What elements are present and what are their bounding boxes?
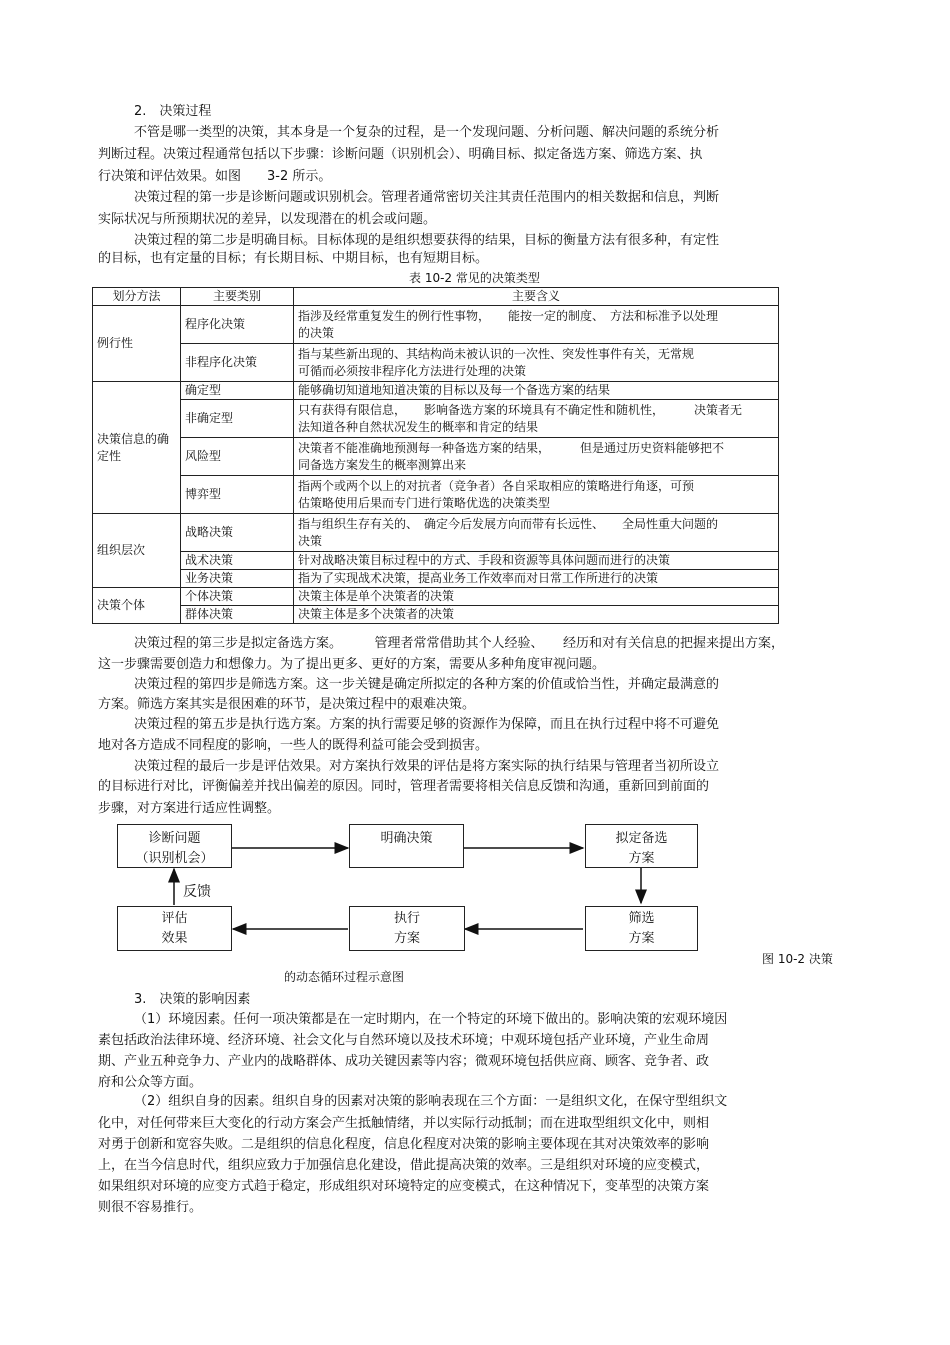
paragraph-line: 实际状况与所预期状况的差异，以发现潜在的机会或问题。: [98, 212, 437, 227]
meaning-cell: 指涉及经常重复发生的例行性事物， 能按一定的制度、 方法和标准予以处理 的决策: [294, 306, 779, 344]
paragraph-line: （2）组织自身的因素。组织自身的因素对决策的影响表现在三个方面：一是组织文化，在保守型组织文: [134, 1094, 728, 1109]
paragraph-line: 则很不容易推行。: [98, 1200, 203, 1215]
paragraph-line: 决策过程的第三步是拟定备选方案。 管理者常常借助其个人经验、 经历和对有关信息的把握来提出方案，: [134, 636, 785, 651]
type-cell: 群体决策: [181, 606, 294, 624]
method-cell: 组织层次: [93, 514, 181, 588]
paragraph-line: 的目标进行对比，评衡偏差并找出偏差的原因。同时，管理者需要将相关信息反馈和沟通，重新回到前面的: [98, 779, 710, 794]
flow-box-screen: 筛选 方案: [585, 906, 698, 951]
paragraph-line: 方案。筛选方案其实是很困难的环节，是决策过程中的艰难决策。: [98, 697, 476, 712]
type-cell: 业务决策: [181, 570, 294, 588]
meaning-cell: 指为了实现战术决策，提高业务工作效率而对日常工作所进行的决策: [294, 570, 779, 588]
type-cell: 个体决策: [181, 588, 294, 606]
flow-box-execute: 执行 方案: [349, 906, 465, 951]
meaning-cell: 决策主体是单个决策者的决策: [294, 588, 779, 606]
method-cell: 决策信息的确定性: [93, 382, 181, 514]
type-cell: 程序化决策: [181, 306, 294, 344]
paragraph-line: 决策过程的最后一步是评估效果。对方案执行效果的评估是将方案实际的执行结果与管理者当初所设立: [134, 759, 720, 774]
section-2-heading: 2. 决策过程: [134, 104, 212, 119]
paragraph-line: 期、产业五种竞争力、产业内的战略群体、成功关键因素等内容；微观环境包括供应商、顾客、竞争者、政: [98, 1054, 710, 1069]
type-cell: 非程序化决策: [181, 344, 294, 382]
meaning-cell: 指与某些新出现的、其结构尚未被认识的一次性、突发性事件有关，无常规 可循而必须按非程序化方法进行处理的决策: [294, 344, 779, 382]
type-cell: 非确定型: [181, 400, 294, 438]
meaning-cell: 指两个或两个以上的对抗者（竞争者）各自采取相应的策略进行角逐，可预 估策略使用后果而专门进行策略优选的决策类型: [294, 476, 779, 514]
paragraph-line: （1）环境因素。任何一项决策都是在一定时期内，在一个特定的环境下做出的。影响决策的宏观环境因: [134, 1012, 728, 1027]
paragraph-line: 行决策和评估效果。如图 3-2 所示。: [98, 169, 332, 184]
paragraph-line: 决策过程的第四步是筛选方案。这一步关键是确定所拟定的各种方案的价值或恰当性，并确定最满意的: [134, 677, 720, 692]
paragraph-line: 决策过程的第五步是执行选方案。方案的执行需要足够的资源作为保障，而且在执行过程中将不可避免: [134, 717, 720, 732]
paragraph-line: 对勇于创新和宽容失败。二是组织的信息化程度，信息化程度对决策的影响主要体现在其对决策效率的影响: [98, 1137, 710, 1152]
paragraph-line: 化中，对任何带来巨大变化的行动方案会产生抵触情绪，并以实际行动抵制；而在进取型组织文化中，则相: [98, 1116, 710, 1131]
paragraph-line: 府和公众等方面。: [98, 1075, 203, 1090]
figure-caption-continued: 的动态循环过程示意图: [284, 970, 405, 984]
type-cell: 战略决策: [181, 514, 294, 552]
method-cell: 决策个体: [93, 588, 181, 624]
paragraph-line: 判断过程。决策过程通常包括以下步骤：诊断问题（识别机会）、明确目标、拟定备选方案、筛选方案、执: [98, 147, 703, 162]
paragraph-line: 地对各方造成不同程度的影响，一些人的既得利益可能会受到损害。: [98, 738, 489, 753]
table-header: 划分方法: [93, 288, 181, 306]
paragraph-line: 决策过程的第一步是诊断问题或识别机会。管理者通常密切关注其责任范围内的相关数据和信息，判断: [134, 190, 720, 205]
meaning-cell: 只有获得有限信息， 影响备选方案的环境具有不确定性和随机性， 决策者无 法知道各种自然状况发生的概率和肯定的结果: [294, 400, 779, 438]
table-caption: 表 10-2 常见的决策类型: [409, 271, 540, 285]
type-cell: 战术决策: [181, 552, 294, 570]
flow-box-diagnose: 诊断问题 （识别机会）: [117, 824, 232, 868]
paragraph-line: 的目标，也有定量的目标；有长期目标、中期目标，也有短期目标。: [98, 251, 489, 266]
meaning-cell: 决策主体是多个决策者的决策: [294, 606, 779, 624]
feedback-label: 反馈: [183, 884, 211, 900]
table-header: 主要类别: [181, 288, 294, 306]
type-cell: 博弈型: [181, 476, 294, 514]
flow-box-evaluate: 评估 效果: [117, 906, 232, 951]
meaning-cell: 针对战略决策目标过程中的方式、手段和资源等具体问题而进行的决策: [294, 552, 779, 570]
meaning-cell: 指与组织生存有关的、 确定今后发展方向而带有长远性、 全局性重大问题的 决策: [294, 514, 779, 552]
paragraph-line: 这一步骤需要创造力和想像力。为了提出更多、更好的方案，需要从多种角度审视问题。: [98, 657, 606, 672]
paragraph-line: 不管是哪一类型的决策，其本身是一个复杂的过程，是一个发现问题、分析问题、解决问题的系统分析: [134, 125, 720, 140]
figure-caption: 图 10-2 决策: [762, 952, 833, 966]
meaning-cell: 决策者不能准确地预测每一种备选方案的结果， 但是通过历史资料能够把不 同备选方案发生的概率测算出来: [294, 438, 779, 476]
section-3-heading: 3. 决策的影响因素: [134, 992, 251, 1007]
method-cell: 例行性: [93, 306, 181, 382]
paragraph-line: 素包括政治法律环境、经济环境、社会文化与自然环境以及技术环境；中观环境包括产业环境，产业生命周: [98, 1033, 710, 1048]
type-cell: 确定型: [181, 382, 294, 400]
paragraph-line: 步骤，对方案进行适应性调整。: [98, 801, 281, 816]
flow-box-draft: 拟定备选 方案: [585, 824, 698, 868]
paragraph-line: 决策过程的第二步是明确目标。目标体现的是组织想要获得的结果，目标的衡量方法有很多种，有定性: [134, 233, 720, 248]
table-header: 主要含义: [294, 288, 779, 306]
type-cell: 风险型: [181, 438, 294, 476]
paragraph-line: 上，在当今信息时代，组织应致力于加强信息化建设，借此提高决策的效率。三是组织对环境的应变模式，: [98, 1158, 710, 1173]
meaning-cell: 能够确切知道地知道决策的目标以及每一个备选方案的结果: [294, 382, 779, 400]
paragraph-line: 如果组织对环境的应变方式趋于稳定，形成组织对环境特定的应变模式，在这种情况下，变革型的决策方案: [98, 1179, 710, 1194]
flow-box-clarify: 明确决策: [349, 824, 464, 868]
